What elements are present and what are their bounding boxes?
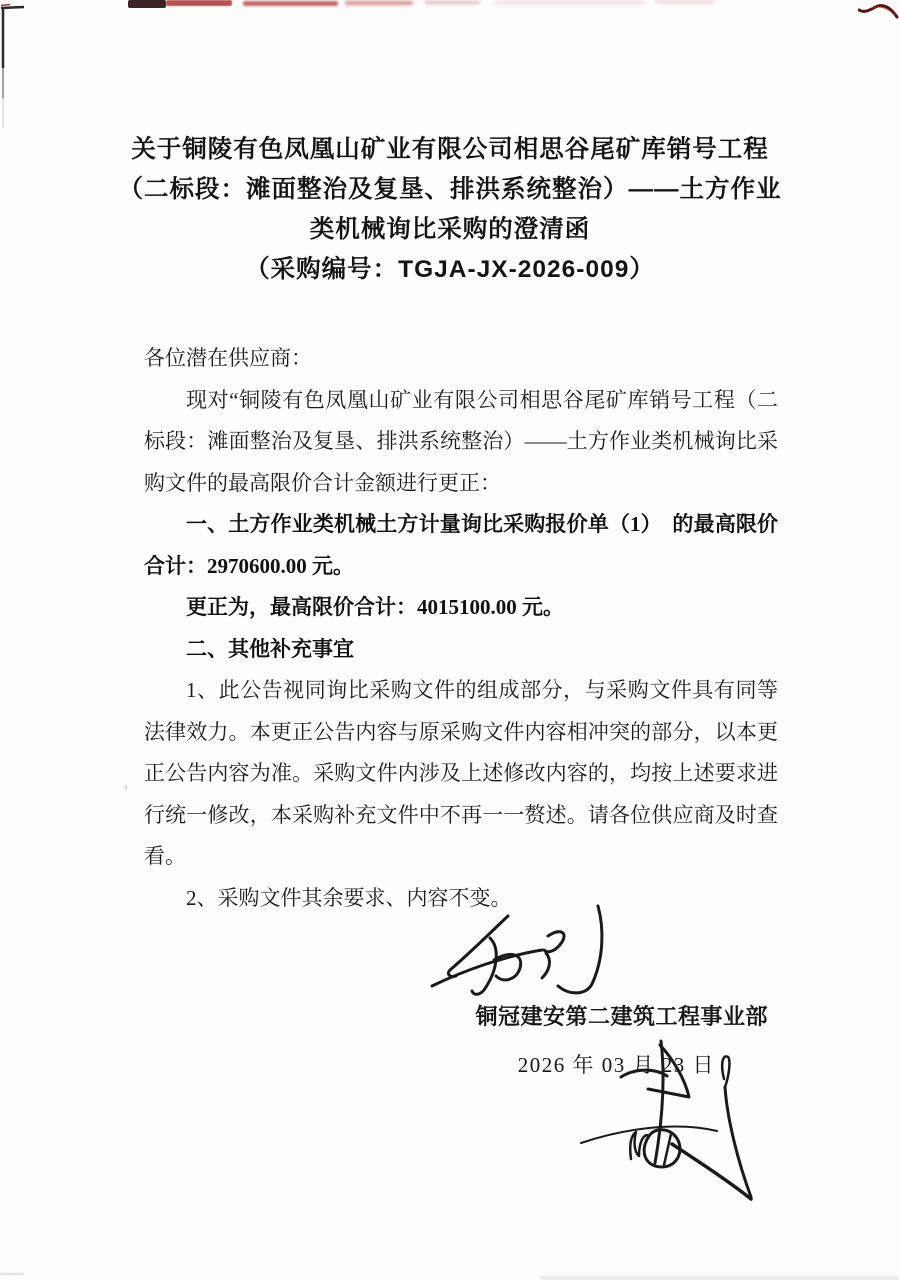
scan-artifact-top-1	[128, 0, 166, 8]
scan-artifact-margin-tick: ›	[123, 777, 130, 794]
handwritten-scribble	[575, 1035, 780, 1210]
paragraph-supplement-terms: 1、此公告视同询比采购文件的组成部分，与采购文件具有同等法律效力。本更正公告内容与原采购文件内容相冲突的部分，以本更正公告内容为准。采购文件内涉及上述修改内容的，均按上述要求进行统一修改，本采购补充文件中不再一一赘述。请各位供应商及时查看。	[144, 678, 778, 868]
scan-artifact-top-3	[243, 1, 338, 6]
document-date: 2026 年 03 月 23 日	[517, 1053, 715, 1077]
red-pen-swoosh-icon	[858, 0, 899, 28]
document-title-line: 关于铜陵有色凤凰山矿业有限公司相思谷尾矿库销号工程	[131, 136, 769, 163]
scan-artifact-bottom-band	[540, 1276, 899, 1280]
handwritten-signature	[420, 898, 620, 1013]
document-body	[144, 338, 778, 919]
document-title-line: 类机械询比采购的澄清函	[309, 216, 591, 243]
scan-artifact-top-6	[495, 1, 645, 4]
paragraph-corrected-price: 更正为，最高限价合计：4015100.00 元。	[186, 595, 564, 619]
section-heading-other-matters: 二、其他补充事宜	[186, 636, 354, 661]
document-title	[70, 130, 830, 290]
document-title-line: （采购编号：TGJA-JX-2026-009）	[245, 256, 655, 283]
signer-department: 铜冠建安第二建筑工程事业部	[475, 1004, 768, 1029]
page-corner-line-icon	[0, 0, 32, 135]
scan-artifact-top-4	[345, 1, 413, 5]
paragraph-correction-intro: 现对“铜陵有色凤凰山矿业有限公司相思谷尾矿库销号工程（二标段：滩面整治及复垦、排洪系统整治）——土方作业类机械询比采购文件的最高限价合计金额进行更正：	[144, 387, 778, 495]
paragraph-no-other-changes: 2、采购文件其余要求、内容不变。	[186, 885, 512, 910]
scan-artifact-top-5	[425, 1, 480, 4]
document-title-line: （二标段：滩面整治及复垦、排洪系统整治）——土方作业	[118, 176, 782, 203]
scan-artifact-top-7	[655, 0, 715, 3]
scan-artifact-bottom-corner	[0, 1273, 24, 1275]
salutation: 各位潜在供应商：	[144, 346, 312, 370]
scan-artifact-top-2	[166, 0, 232, 6]
paragraph-original-price: 一、土方作业类机械土方计量询比采购报价单（1） 的最高限价合计：2970600.00 元。	[144, 512, 778, 578]
